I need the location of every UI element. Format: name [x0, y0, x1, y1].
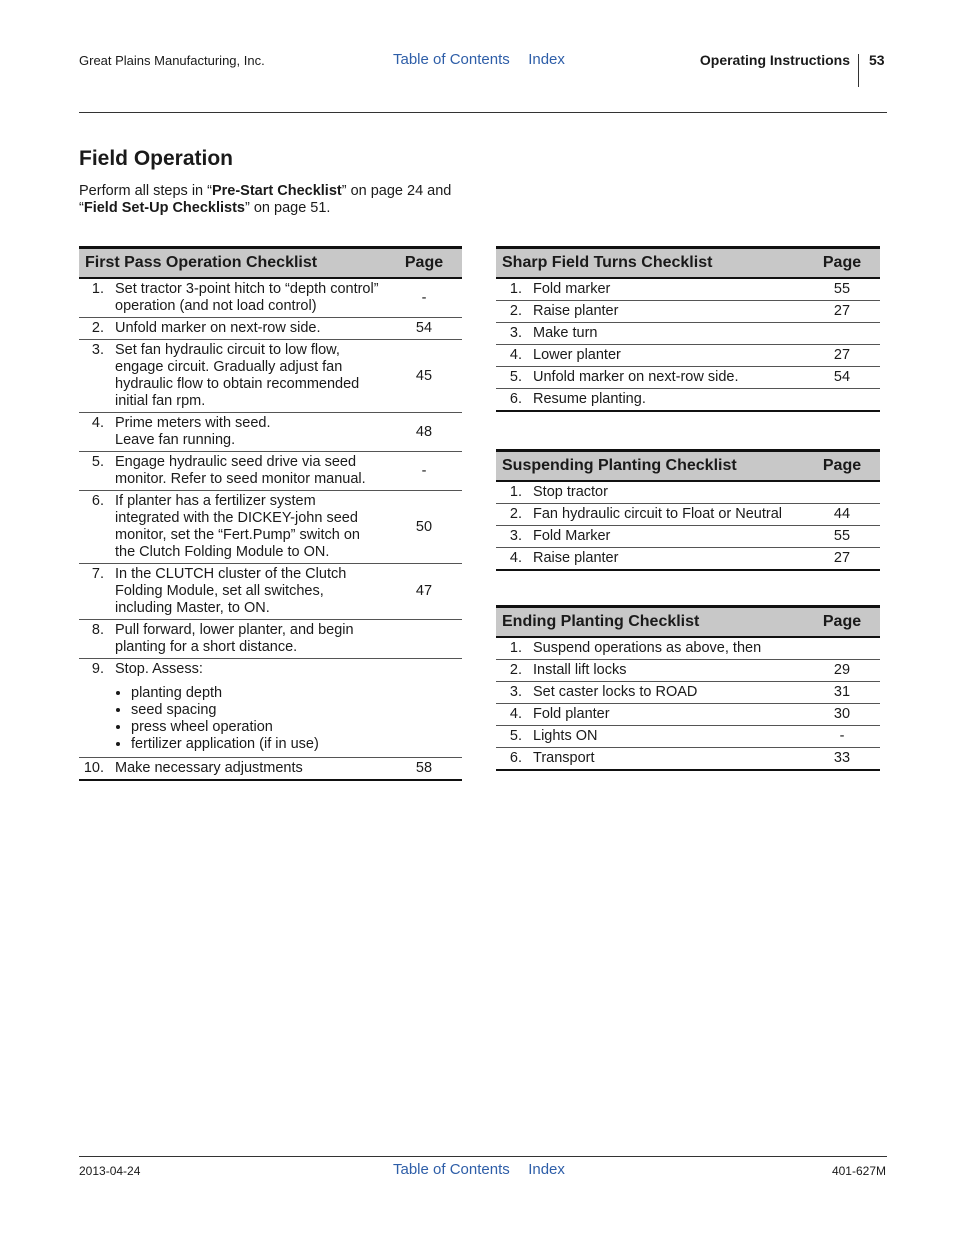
page-title: Field Operation: [79, 147, 234, 170]
step-number: 7.: [79, 564, 115, 620]
step-text: Engage hydraulic seed drive via seed monitor. Refer to seed monitor manual.: [115, 454, 366, 487]
table-row: [496, 278, 880, 301]
step-number: 6.: [496, 389, 533, 412]
step-number: 2.: [496, 301, 533, 323]
bullet-list: [115, 685, 380, 753]
step-text: If planter has a fertilizer system integrated with the DICKEY-john seed monitor, set the “Fert.Pump” switch on the Clutch Folding Module to ON.: [115, 493, 360, 560]
step-number: 4.: [496, 345, 533, 367]
intro-text: ” on page 24 and “: [79, 183, 452, 216]
table-title: Ending Planting Checklist: [496, 607, 804, 638]
step-text: Resume planting.: [533, 391, 646, 407]
table-header: [496, 607, 880, 638]
page-reference: -: [386, 452, 462, 491]
step-cell: [115, 278, 386, 318]
step-cell: [533, 704, 804, 726]
header-nav: [393, 51, 579, 69]
page-reference: 27: [804, 301, 880, 323]
step-text: Unfold marker on next-row side.: [533, 369, 739, 385]
table-row: [496, 504, 880, 526]
step-text: Prime meters with seed.: [115, 415, 271, 431]
step-text: Lower planter: [533, 347, 621, 363]
page-reference: [804, 323, 880, 345]
step-text: Fold marker: [533, 281, 611, 297]
first-pass-checklist: [79, 246, 462, 781]
step-number: 5.: [79, 452, 115, 491]
page-reference: [804, 389, 880, 412]
page-column-header: Page: [804, 607, 880, 638]
page-reference: 45: [386, 340, 462, 413]
step-text: Fold planter: [533, 706, 610, 722]
step-cell: [115, 659, 386, 758]
page-reference: 48: [386, 413, 462, 452]
step-number: 3.: [496, 323, 533, 345]
ending-checklist: [496, 605, 880, 771]
page-reference: 47: [386, 564, 462, 620]
step-cell: [533, 748, 804, 771]
step-number: 2.: [496, 660, 533, 682]
step-cell: [533, 389, 804, 412]
footer-nav: [393, 1161, 579, 1179]
step-text: Raise planter: [533, 303, 619, 319]
table-row: [496, 726, 880, 748]
table-row: [496, 548, 880, 571]
step-number: 3.: [496, 682, 533, 704]
page-column-header: Page: [804, 451, 880, 482]
step-text: Transport: [533, 750, 595, 766]
table-title: Sharp Field Turns Checklist: [496, 248, 804, 279]
step-text: Lights ON: [533, 728, 598, 744]
step-number: 5.: [496, 726, 533, 748]
page-reference: 50: [386, 491, 462, 564]
page-reference: 44: [804, 504, 880, 526]
step-number: 2.: [79, 318, 115, 340]
step-number: 6.: [79, 491, 115, 564]
toc-link[interactable]: Table of Contents: [393, 1161, 510, 1178]
page-reference: [386, 620, 462, 659]
step-text: Set fan hydraulic circuit to low flow, engage circuit. Gradually adjust fan hydraulic flow to obtain recommended initial fan rpm.: [115, 342, 360, 409]
section-title: Operating Instructions: [699, 52, 850, 68]
table-row: [496, 481, 880, 504]
table-row: [496, 526, 880, 548]
step-number: 4.: [496, 548, 533, 571]
step-cell: [115, 620, 386, 659]
table-row: [79, 318, 462, 340]
company-name: Great Plains Manufacturing, Inc.: [79, 53, 265, 68]
index-link[interactable]: Index: [528, 51, 565, 68]
page-reference: 55: [804, 526, 880, 548]
table-row: [496, 389, 880, 412]
table-row: [496, 748, 880, 771]
step-text: Unfold marker on next-row side.: [115, 320, 321, 336]
footer-rule: [79, 1156, 887, 1157]
table-row: [79, 758, 462, 781]
step-text: Leave fan running.: [115, 432, 236, 448]
step-text: Make necessary adjustments: [115, 760, 303, 776]
bullet-item: • seed spacing: [131, 702, 380, 719]
step-text: Stop. Assess:: [115, 661, 203, 677]
page-column-header: Page: [386, 248, 462, 279]
step-number: 4.: [496, 704, 533, 726]
step-text: Install lift locks: [533, 662, 627, 678]
table-header: [496, 451, 880, 482]
page-reference: -: [386, 278, 462, 318]
step-number: 8.: [79, 620, 115, 659]
table-row: [79, 564, 462, 620]
suspending-checklist: [496, 449, 880, 571]
table-row: [496, 323, 880, 345]
table-row: [496, 660, 880, 682]
step-number: 6.: [496, 748, 533, 771]
step-cell: [533, 481, 804, 504]
table-header: [79, 248, 462, 279]
table-row: [79, 278, 462, 318]
page-reference: 33: [804, 748, 880, 771]
sharp-turns-checklist: [496, 246, 880, 412]
step-cell: [115, 564, 386, 620]
step-number: 10.: [79, 758, 115, 781]
step-text: Suspend operations as above, then: [533, 640, 762, 656]
step-cell: [115, 340, 386, 413]
step-cell: [533, 548, 804, 571]
step-cell: [533, 682, 804, 704]
table-row: [79, 413, 462, 452]
bullet-item: • press wheel operation: [131, 719, 380, 736]
page-number: 53: [869, 52, 885, 68]
toc-link[interactable]: Table of Contents: [393, 51, 510, 68]
document-number: 401-627M: [831, 1164, 886, 1178]
page-reference: 54: [386, 318, 462, 340]
index-link[interactable]: Index: [528, 1161, 565, 1178]
footer-date: 2013-04-24: [79, 1164, 141, 1178]
page-column-header: Page: [804, 248, 880, 279]
step-cell: [115, 758, 386, 781]
step-number: 1.: [496, 637, 533, 660]
table-row: [79, 620, 462, 659]
step-cell: [533, 726, 804, 748]
page-reference: 29: [804, 660, 880, 682]
step-text: In the CLUTCH cluster of the Clutch Folding Module, set all switches, including Master, to ON.: [115, 566, 347, 616]
step-cell: [533, 278, 804, 301]
step-cell: [533, 301, 804, 323]
table-title: Suspending Planting Checklist: [496, 451, 804, 482]
table-row: [496, 637, 880, 660]
table-row: [496, 367, 880, 389]
step-cell: [533, 345, 804, 367]
page-reference: 55: [804, 278, 880, 301]
page-reference: 27: [804, 548, 880, 571]
table-row: [79, 659, 462, 758]
step-text: Fan hydraulic circuit to Float or Neutral: [533, 506, 783, 522]
step-cell: [533, 660, 804, 682]
step-cell: [115, 491, 386, 564]
step-text: Fold Marker: [533, 528, 611, 544]
step-cell: [533, 526, 804, 548]
step-number: 1.: [79, 278, 115, 318]
table-title: First Pass Operation Checklist: [79, 248, 386, 279]
step-number: 5.: [496, 367, 533, 389]
step-text: Make turn: [533, 325, 598, 341]
bullet-item: • planting depth: [131, 685, 380, 702]
step-number: 1.: [496, 278, 533, 301]
intro-text: Perform all steps in “: [79, 183, 212, 199]
step-number: 1.: [496, 481, 533, 504]
step-cell: [533, 504, 804, 526]
intro-text: ” on page 51.: [245, 200, 331, 216]
header-divider: [858, 54, 859, 87]
step-number: 4.: [79, 413, 115, 452]
table-row: [496, 704, 880, 726]
prestart-reference: Pre-Start Checklist: [211, 183, 342, 199]
page-reference: 31: [804, 682, 880, 704]
page-reference: [804, 637, 880, 660]
intro-paragraph: [79, 183, 479, 217]
table-row: [496, 682, 880, 704]
table-row: [79, 452, 462, 491]
table-row: [79, 340, 462, 413]
step-text: Stop tractor: [533, 484, 608, 500]
step-number: 3.: [496, 526, 533, 548]
step-number: 2.: [496, 504, 533, 526]
step-text: Raise planter: [533, 550, 619, 566]
step-cell: [533, 323, 804, 345]
page-reference: 58: [386, 758, 462, 781]
page-reference: 54: [804, 367, 880, 389]
page-reference: 27: [804, 345, 880, 367]
table-header: [496, 248, 880, 279]
step-cell: [533, 637, 804, 660]
header-rule: [79, 112, 887, 113]
setup-reference: Field Set-Up Checklists: [83, 200, 245, 216]
table-row: [79, 491, 462, 564]
page-reference: [386, 659, 462, 758]
step-number: 3.: [79, 340, 115, 413]
step-text: Set caster locks to ROAD: [533, 684, 698, 700]
step-cell: [115, 452, 386, 491]
table-row: [496, 345, 880, 367]
step-text: Set tractor 3-point hitch to “depth control” operation (and not load control): [115, 281, 379, 314]
table-row: [496, 301, 880, 323]
step-number: 9.: [79, 659, 115, 758]
step-cell: [115, 318, 386, 340]
step-text: Pull forward, lower planter, and begin planting for a short distance.: [115, 622, 354, 655]
page-reference: 30: [804, 704, 880, 726]
page-reference: -: [804, 726, 880, 748]
bullet-item: • fertilizer application (if in use): [131, 736, 380, 753]
page-reference: [804, 481, 880, 504]
step-cell: [533, 367, 804, 389]
step-cell: [115, 413, 386, 452]
